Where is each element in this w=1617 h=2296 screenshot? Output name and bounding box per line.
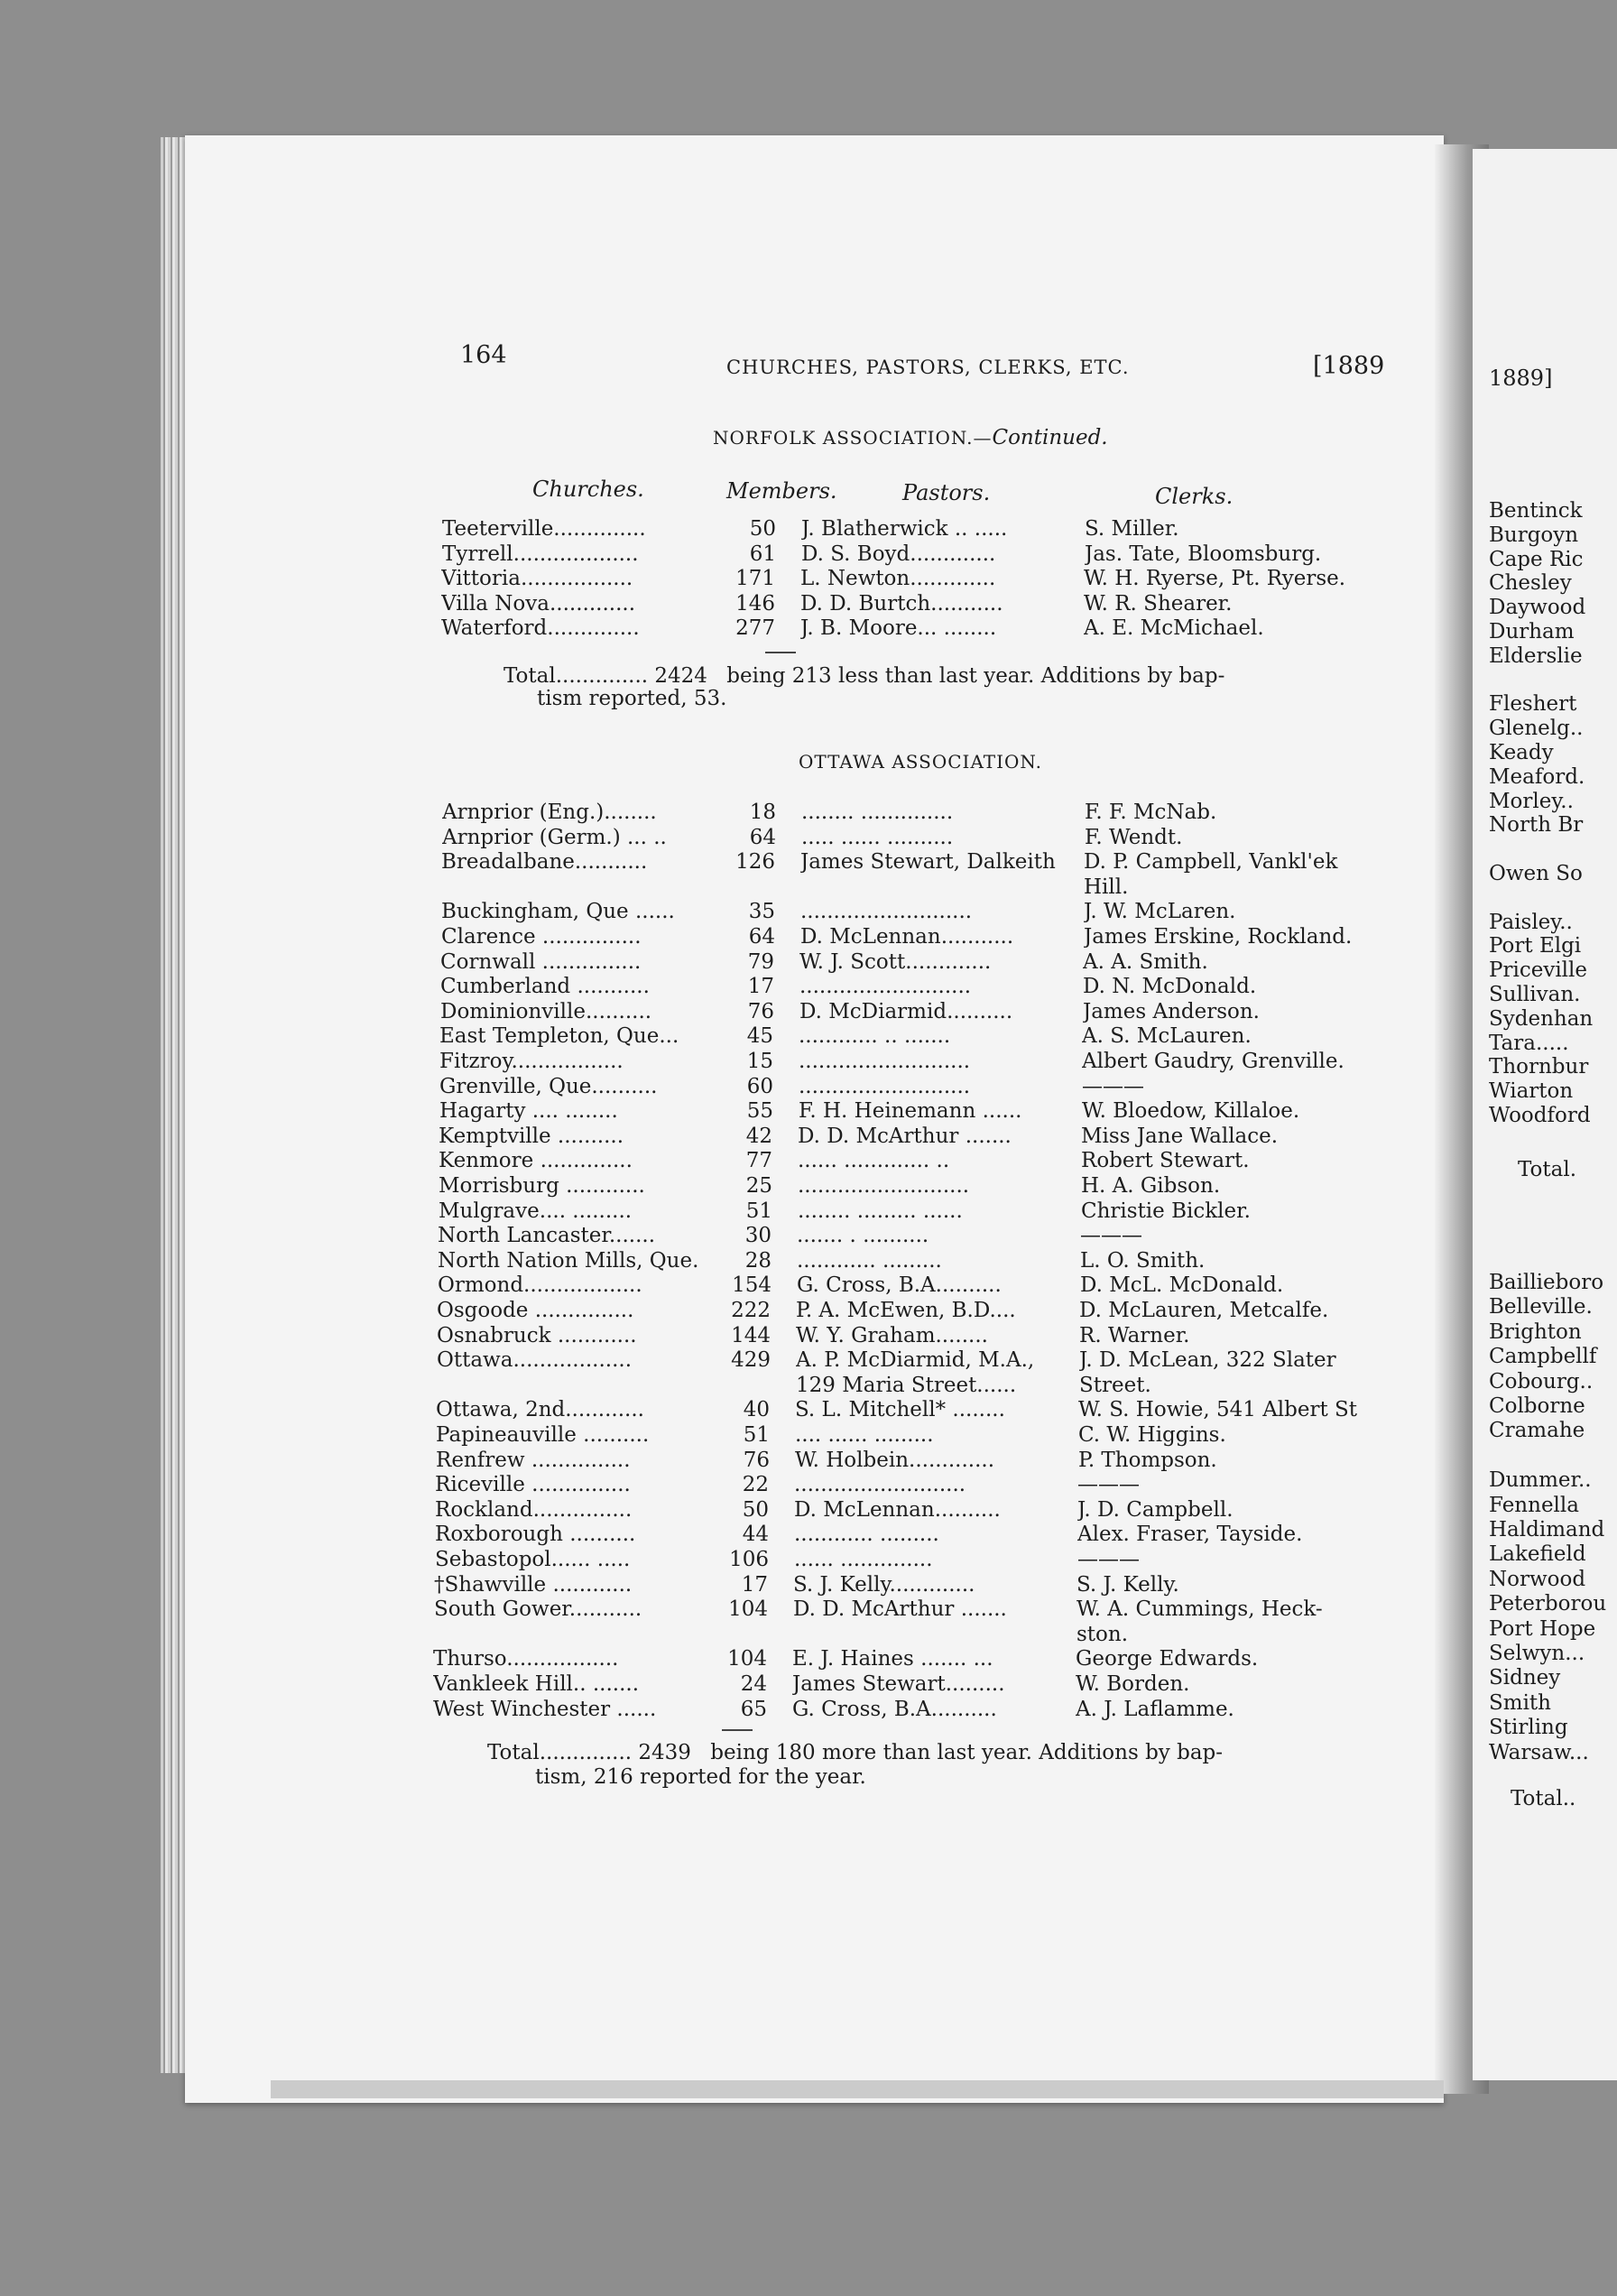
church-cell: Vittoria................. — [441, 567, 633, 590]
clerk-cell: Alex. Fraser, Tayside. — [1077, 1523, 1303, 1547]
right-page-line: Sullivan. — [1489, 983, 1581, 1006]
right-page-line: Campbellf — [1489, 1345, 1597, 1369]
clerk-cell: J. D. Campbell. — [1077, 1497, 1234, 1522]
right-page-line: Daywood — [1489, 596, 1586, 620]
clerk-cell: H. A. Gibson. — [1081, 1174, 1221, 1198]
clerk-cell: ——— — [1080, 1224, 1142, 1248]
members-cell: 106 — [729, 1548, 769, 1571]
members-cell: 30 — [744, 1224, 772, 1248]
norfolk-total-line — [504, 663, 1224, 689]
pastor-cell: G. Cross, B.A.......... — [797, 1273, 1002, 1298]
clerk-cell: W. H. Ryerse, Pt. Ryerse. — [1084, 567, 1346, 590]
clerk-cell: S. Miller. — [1085, 517, 1179, 541]
right-page-line: Thornbur — [1489, 1055, 1589, 1079]
pastor-cell: .... ...... ......... — [795, 1423, 934, 1447]
clerk-cell: Christie Bickler. — [1081, 1199, 1251, 1223]
ottawa-section-title: OTTAWA ASSOCIATION. — [799, 751, 1043, 773]
right-page-line: Owen So — [1489, 862, 1583, 885]
page-edge-stack — [161, 137, 188, 2073]
members-cell: 76 — [743, 1448, 770, 1472]
ottawa-total-rule — [722, 1729, 753, 1731]
church-cell: Renfrew ............... — [436, 1448, 631, 1472]
table-row — [434, 1572, 1391, 1597]
column-header-churches: Churches. — [532, 477, 644, 502]
pastor-cell: ........ ......... ...... — [798, 1199, 963, 1223]
pastor-cell: ..... ...... .......... — [801, 825, 954, 849]
norfolk-total-line-2: tism reported, 53. — [537, 687, 727, 710]
right-page-line: Stirling — [1489, 1716, 1568, 1740]
clerk-cell: George Edwards. — [1076, 1647, 1259, 1671]
table-row — [441, 899, 1398, 924]
right-page-line: North Br — [1489, 813, 1584, 838]
clerk-cell: W. Borden. — [1076, 1672, 1190, 1696]
members-cell: 277 — [735, 616, 775, 640]
pastor-cell: James Stewart......... — [792, 1672, 1005, 1696]
table-row — [441, 591, 1398, 616]
right-page-line: Smith — [1489, 1690, 1551, 1715]
clerk-cell: S. J. Kelly. — [1076, 1572, 1179, 1597]
church-cell: Tyrrell................... — [442, 542, 639, 566]
pastor-cell: W. J. Scott............. — [799, 949, 992, 974]
church-cell: Ottawa.................. — [437, 1348, 633, 1373]
pastor-cell: D. D. McArthur ....... — [798, 1124, 1012, 1148]
table-row — [439, 1074, 1396, 1099]
right-page-line: Selwyn... — [1489, 1642, 1585, 1665]
clerk-cell: Robert Stewart. — [1081, 1149, 1250, 1173]
table-row — [442, 516, 1399, 542]
pastor-cell: D. McLennan.......... — [794, 1497, 1001, 1522]
church-cell: Sebastopol...... ..... — [435, 1548, 631, 1571]
right-page-line: Haldimand — [1489, 1518, 1605, 1541]
members-cell: 51 — [745, 1199, 772, 1223]
members-cell: 429 — [731, 1348, 771, 1373]
pastor-cell: D. McDiarmid.......... — [799, 999, 1013, 1023]
table-row — [440, 999, 1397, 1024]
right-page-line: Port Elgi — [1489, 934, 1582, 958]
column-header-clerks: Clerks. — [1155, 484, 1234, 509]
right-page-line: Durham — [1489, 620, 1575, 643]
table-row — [437, 1298, 1393, 1323]
right-page-line: Bentinck — [1489, 499, 1583, 523]
table-row — [437, 1347, 1393, 1373]
church-cell: Teeterville.............. — [442, 517, 646, 541]
members-cell: 146 — [735, 591, 775, 616]
clerk-cell: ——— — [1077, 1473, 1140, 1497]
column-header-pastors: Pastors. — [902, 480, 991, 505]
clerk-cell: A. J. Laflamme. — [1076, 1697, 1234, 1721]
table-row — [434, 1622, 1391, 1647]
members-cell: 104 — [728, 1597, 768, 1622]
running-title: CHURCHES, PASTORS, CLERKS, ETC. — [726, 356, 1130, 378]
church-cell: Waterford.............. — [441, 616, 640, 640]
right-page-line: Dummer.. — [1489, 1468, 1592, 1493]
church-cell: Kenmore .............. — [439, 1149, 633, 1173]
clerk-cell: James Erskine, Rockland. — [1084, 925, 1353, 949]
right-page-line: Glenelg.. — [1489, 717, 1584, 741]
pastor-cell: P. A. McEwen, B.D.... — [796, 1299, 1016, 1322]
clerk-cell: J. W. McLaren. — [1084, 900, 1236, 924]
church-cell: Ormond.................. — [438, 1273, 642, 1298]
clerk-cell: L. O. Smith. — [1080, 1248, 1206, 1273]
church-cell: West Winchester ...... — [433, 1697, 657, 1721]
right-page-line: Fleshert — [1489, 692, 1577, 717]
ottawa-total-label: Total.............. — [487, 1741, 633, 1764]
church-cell: Arnprior (Germ.) ... .. — [442, 825, 667, 849]
pastor-cell: L. Newton............. — [800, 567, 996, 590]
church-cell: Hagarty .... ........ — [439, 1099, 618, 1124]
members-cell: 222 — [731, 1299, 771, 1322]
members-cell: 55 — [746, 1099, 773, 1124]
table-row — [436, 1448, 1392, 1473]
clerk-cell: D. McLauren, Metcalfe. — [1079, 1299, 1329, 1322]
table-row — [439, 1023, 1396, 1049]
right-page-total: Total. — [1518, 1158, 1577, 1181]
table-row — [435, 1472, 1391, 1497]
pastor-cell: .......................... — [800, 900, 973, 924]
clerk-cell: Hill. — [1084, 875, 1129, 899]
table-row — [437, 1323, 1393, 1348]
page-number: 164 — [460, 341, 507, 369]
members-cell: 25 — [745, 1174, 772, 1198]
table-row — [438, 1248, 1394, 1273]
members-cell: 17 — [741, 1572, 768, 1597]
church-cell: Osnabruck ............ — [437, 1323, 637, 1347]
right-page-line: Morley.. — [1489, 789, 1574, 813]
clerk-cell: A. S. McLauren. — [1082, 1024, 1252, 1049]
table-row — [440, 974, 1397, 999]
church-cell: South Gower........... — [434, 1597, 642, 1622]
members-cell: 22 — [742, 1473, 769, 1497]
members-cell: 50 — [749, 517, 776, 541]
pastor-cell: G. Cross, B.A.......... — [792, 1697, 997, 1721]
clerk-cell: ——— — [1077, 1548, 1140, 1571]
pastor-cell: D. S. Boyd............. — [801, 542, 996, 566]
clerk-cell: James Anderson. — [1083, 999, 1260, 1023]
clerk-cell: D. McL. McDonald. — [1080, 1273, 1284, 1298]
pastor-cell: .......................... — [799, 975, 972, 999]
table-row — [436, 1397, 1392, 1422]
table-row — [439, 1124, 1395, 1149]
clerk-cell: Street. — [1079, 1373, 1151, 1397]
table-row — [441, 616, 1398, 641]
table-row — [441, 849, 1398, 875]
clerk-cell: Miss Jane Wallace. — [1081, 1124, 1279, 1148]
members-cell: 77 — [745, 1149, 772, 1173]
pastor-cell: ...... .............. — [794, 1548, 933, 1571]
pastor-cell: 129 Maria Street...... — [796, 1373, 1017, 1397]
table-row — [442, 800, 1399, 825]
right-page-line: Sydenhan — [1489, 1006, 1594, 1031]
church-cell: Fitzroy................. — [439, 1050, 624, 1073]
ottawa-total-text: being 180 more than last year. Additions by bap- — [710, 1741, 1224, 1764]
pastor-cell: D. D. McArthur ....... — [793, 1597, 1007, 1622]
norfolk-total-rule — [765, 652, 796, 653]
clerk-cell: A. A. Smith. — [1083, 949, 1208, 974]
clerk-cell: Albert Gaudry, Grenville. — [1082, 1050, 1344, 1073]
church-cell: Mulgrave.... ......... — [439, 1199, 633, 1223]
pastor-cell: ........ .............. — [801, 801, 954, 824]
pastor-cell: S. J. Kelly............. — [793, 1572, 975, 1597]
pastor-cell: ....... . .......... — [797, 1224, 929, 1248]
page-bottom-shadow — [271, 2080, 1444, 2098]
church-cell: Vankleek Hill.. ....... — [433, 1672, 640, 1696]
pastor-cell: .......................... — [794, 1473, 966, 1497]
clerk-cell: F. F. McNab. — [1085, 801, 1217, 824]
pastor-cell: W. Holbein............. — [795, 1448, 995, 1472]
pastor-cell: W. Y. Graham........ — [796, 1323, 988, 1347]
table-row — [438, 1273, 1394, 1298]
right-page-line: Fennella — [1489, 1493, 1579, 1517]
members-cell: 144 — [731, 1323, 771, 1347]
members-cell: 126 — [735, 850, 775, 875]
members-cell: 61 — [749, 542, 776, 566]
table-row — [441, 566, 1398, 591]
right-page-line: Tara..... — [1489, 1031, 1569, 1055]
church-cell: Roxborough .......... — [435, 1523, 636, 1547]
church-cell: †Shawville ............ — [434, 1572, 633, 1597]
members-cell: 64 — [749, 825, 776, 849]
right-page-line: Norwood — [1489, 1567, 1586, 1591]
pastor-cell: ............ ......... — [797, 1248, 942, 1273]
right-page-line: Port Hope — [1489, 1616, 1596, 1641]
clerk-cell: A. E. McMichael. — [1084, 616, 1264, 640]
church-cell: North Nation Mills, Que. — [438, 1248, 699, 1273]
members-cell: 64 — [748, 925, 775, 949]
right-page-line: Belleville. — [1489, 1295, 1593, 1319]
clerk-cell: ston. — [1076, 1622, 1129, 1646]
right-page-line: Keady — [1489, 741, 1554, 764]
right-page-line: Cobourg.. — [1489, 1369, 1594, 1393]
clerk-cell: Jas. Tate, Bloomsburg. — [1085, 542, 1322, 566]
pastor-cell: ...... ............. .. — [798, 1149, 950, 1173]
table-row — [435, 1547, 1391, 1572]
clerk-cell: W. Bloedow, Killaloe. — [1082, 1099, 1300, 1124]
members-cell: 42 — [745, 1124, 772, 1148]
church-cell: Cumberland ........... — [440, 975, 650, 999]
members-cell: 18 — [749, 801, 776, 824]
right-page-line: Meaford. — [1489, 764, 1585, 789]
right-page-line: Paisley.. — [1489, 910, 1573, 934]
clerk-cell: D. N. McDonald. — [1083, 975, 1257, 999]
right-page-line: Chesley — [1489, 571, 1572, 596]
pastor-cell: James Stewart, Dalkeith — [800, 850, 1056, 875]
right-page-year: 1889] — [1489, 366, 1553, 391]
table-row — [433, 1697, 1390, 1722]
members-cell: 44 — [742, 1523, 769, 1547]
pastor-cell: J. B. Moore... ........ — [800, 616, 997, 640]
clerk-cell: P. Thompson. — [1078, 1448, 1217, 1472]
members-cell: 40 — [743, 1398, 770, 1422]
column-header-members: Members. — [726, 478, 837, 504]
members-cell: 76 — [747, 999, 774, 1023]
table-row — [439, 1098, 1396, 1124]
church-cell: Villa Nova............. — [441, 591, 636, 616]
right-page-line: Colborne — [1489, 1394, 1585, 1418]
table-row — [441, 924, 1398, 949]
ottawa-total-value: 2439 — [638, 1741, 691, 1764]
table-row — [442, 825, 1399, 850]
pastor-cell: .......................... — [799, 1074, 971, 1098]
members-cell: 60 — [746, 1074, 773, 1098]
church-cell: East Templeton, Que... — [439, 1024, 679, 1049]
norfolk-total-label: Total.............. — [504, 664, 649, 688]
right-page-line: Cramahe — [1489, 1419, 1585, 1443]
right-page-line: Wiarton — [1489, 1079, 1574, 1104]
members-cell: 79 — [747, 949, 774, 974]
right-page-line: Woodford — [1489, 1104, 1591, 1127]
table-row — [435, 1497, 1391, 1523]
pastor-cell: .......................... — [798, 1174, 970, 1198]
table-row — [435, 1522, 1391, 1547]
church-cell: Thurso................. — [433, 1647, 619, 1671]
right-page-line: Warsaw... — [1489, 1740, 1589, 1764]
pastor-cell: .......................... — [799, 1050, 971, 1073]
book-page-right — [1473, 149, 1617, 2080]
clerk-cell: W. S. Howie, 541 Albert St — [1078, 1398, 1358, 1422]
members-cell: 45 — [746, 1024, 773, 1049]
church-cell: Rockland............... — [435, 1497, 633, 1522]
right-page-total-2: Total.. — [1511, 1787, 1576, 1810]
members-cell: 15 — [746, 1050, 773, 1073]
clerk-cell: C. W. Higgins. — [1078, 1423, 1226, 1447]
table-row — [437, 1373, 1393, 1398]
church-cell: Dominionville.......... — [440, 999, 652, 1023]
pastor-cell: S. L. Mitchell* ........ — [795, 1398, 1005, 1422]
right-page-line: Baillieboro — [1489, 1271, 1604, 1294]
pastor-cell: A. P. McDiarmid, M.A., — [796, 1348, 1035, 1373]
right-page-line: Sidney — [1489, 1666, 1561, 1690]
members-cell: 154 — [732, 1273, 772, 1298]
table-row — [438, 1223, 1394, 1248]
table-row — [434, 1597, 1391, 1622]
members-cell: 104 — [727, 1647, 767, 1671]
norfolk-total-value: 2424 — [654, 664, 707, 688]
members-cell: 28 — [744, 1248, 772, 1273]
church-cell: Arnprior (Eng.)........ — [442, 801, 657, 824]
members-cell: 50 — [742, 1497, 769, 1522]
church-cell: Cornwall ............... — [440, 949, 642, 974]
church-cell: Osgoode ............... — [437, 1299, 634, 1322]
ottawa-total-line-2: tism, 216 reported for the year. — [535, 1765, 866, 1789]
members-cell: 171 — [735, 567, 775, 590]
table-row — [433, 1646, 1390, 1671]
right-page-line: Burgoyn — [1489, 523, 1579, 547]
church-cell: Ottawa, 2nd............ — [436, 1398, 644, 1422]
pastor-cell: E. J. Haines ....... ... — [792, 1647, 993, 1671]
norfolk-section-title — [713, 426, 1108, 449]
pastor-cell: ............ .. ....... — [799, 1024, 951, 1049]
right-page-line: Brighton — [1489, 1319, 1582, 1344]
pastor-cell: F. H. Heinemann ...... — [799, 1099, 1022, 1124]
right-page-line: Peterborou — [1489, 1592, 1607, 1616]
clerk-cell: W. R. Shearer. — [1084, 591, 1233, 616]
table-row — [433, 1671, 1390, 1697]
church-cell: Morrisburg ............ — [439, 1174, 645, 1198]
table-row — [439, 1148, 1395, 1173]
members-cell: 51 — [743, 1423, 770, 1447]
church-cell: Clarence ............... — [441, 925, 642, 949]
ottawa-total-line — [487, 1740, 1223, 1765]
right-page-line: Elderslie — [1489, 643, 1583, 668]
table-row — [439, 1173, 1395, 1199]
clerk-cell: F. Wendt. — [1085, 825, 1183, 849]
members-cell: 24 — [740, 1672, 767, 1696]
members-cell: 17 — [747, 975, 774, 999]
right-page-line: Lakefield — [1489, 1542, 1586, 1567]
clerk-cell: W. A. Cummings, Heck- — [1076, 1597, 1323, 1622]
table-row — [439, 1049, 1396, 1074]
church-cell: Buckingham, Que ...... — [441, 900, 675, 924]
right-page-line: Priceville — [1489, 958, 1587, 983]
pastor-cell: J. Blatherwick .. ..... — [801, 517, 1008, 541]
table-row — [439, 1199, 1395, 1224]
table-row — [441, 875, 1398, 900]
clerk-cell: R. Warner. — [1079, 1323, 1190, 1347]
church-cell: North Lancaster....... — [438, 1224, 656, 1248]
header-year: [1889 — [1313, 352, 1385, 380]
church-cell: Riceville ............... — [435, 1473, 631, 1497]
clerk-cell: D. P. Campbell, Vankl'ek — [1084, 850, 1338, 875]
norfolk-title-continued: Continued. — [992, 426, 1108, 449]
right-page-line: Cape Ric — [1489, 547, 1584, 571]
table-row — [440, 949, 1397, 975]
church-cell: Breadalbane........... — [441, 850, 648, 875]
church-cell: Papineauville .......... — [436, 1423, 650, 1447]
clerk-cell: ——— — [1082, 1074, 1144, 1098]
table-row — [436, 1422, 1392, 1448]
members-cell: 35 — [748, 900, 775, 924]
church-cell: Kemptville .......... — [439, 1124, 624, 1148]
pastor-cell: D. D. Burtch........... — [800, 591, 1003, 616]
table-row — [442, 542, 1399, 567]
members-cell: 65 — [740, 1697, 767, 1721]
norfolk-title-text: NORFOLK ASSOCIATION.— — [713, 427, 993, 449]
pastor-cell: D. McLennan........... — [800, 925, 1014, 949]
clerk-cell: J. D. McLean, 322 Slater — [1079, 1348, 1336, 1373]
pastor-cell: ............ ......... — [794, 1523, 939, 1547]
norfolk-total-text: being 213 less than last year. Additions by bap- — [726, 664, 1225, 688]
church-cell: Grenville, Que.......... — [439, 1074, 658, 1098]
